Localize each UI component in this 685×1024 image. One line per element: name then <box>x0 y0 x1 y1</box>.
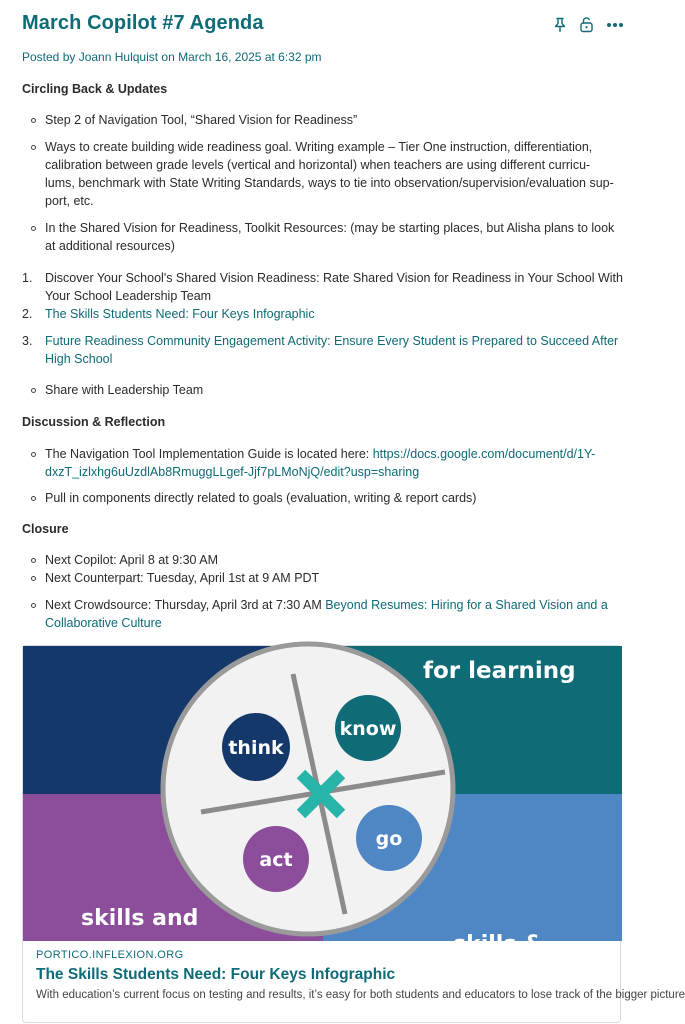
list-number: 3. <box>22 334 33 348</box>
post-actions <box>553 16 624 33</box>
page-title: March Copilot #7 Agenda <box>22 12 264 34</box>
section-heading-circling: Circling Back & Updates <box>22 82 168 96</box>
list-item: Next Counterpart: Tuesday, April 1st at 9 AM PDT <box>45 571 320 585</box>
beyond-resumes-link-cont[interactable]: Collaborative Culture <box>45 616 162 630</box>
go-label: go <box>375 828 403 850</box>
list-item <box>45 445 625 481</box>
link-line[interactable]: High School <box>45 352 113 366</box>
list-item: Next Copilot: April 8 at 9:30 AM <box>45 553 219 567</box>
hero-bottom-left-text: skills and <box>81 906 199 931</box>
list-item-line: calibration between grade levels (vertical and horizontal) when teachers are using different curricu- <box>45 158 591 172</box>
list-item: Pull in components directly related to goals (evaluation, writing & report cards) <box>45 491 477 505</box>
list-item-line: port, etc. <box>45 194 94 208</box>
lock-icon[interactable] <box>579 16 594 33</box>
bullet-icon <box>31 452 36 457</box>
list-item-text: The Navigation Tool Implementation Guide is located here: <box>45 447 373 461</box>
list-item-line: Your School Leadership Team <box>45 289 212 303</box>
bullet-icon <box>31 603 36 608</box>
bullet-icon <box>31 226 36 231</box>
list-item <box>45 596 625 632</box>
link-preview-card[interactable] <box>22 645 685 1023</box>
list-item: Share with Leadership Team <box>45 383 204 397</box>
implementation-guide-link-cont[interactable]: dxzT_izlxhg6uUzdlAb8RmuggLLgef-Jjf7pLMoNjQ/edit?usp=sharing <box>45 465 420 479</box>
know-label: know <box>339 718 397 740</box>
numbered-item <box>45 269 625 305</box>
list-item-line: Discover Your School's Shared Vision Readiness: Rate Shared Vision for Readiness in Your School With <box>45 271 623 285</box>
act-label: act <box>259 849 293 871</box>
card-title-link[interactable]: The Skills Students Need: Four Keys Infographic <box>36 966 396 983</box>
bullet-icon <box>31 145 36 150</box>
hero-top-right-text: for learning <box>423 658 576 684</box>
section-heading-discussion: Discussion & Reflection <box>22 415 166 429</box>
more-icon[interactable] <box>606 22 624 28</box>
list-number: 1. <box>22 271 33 285</box>
implementation-guide-link[interactable]: https://docs.google.com/document/d/1Y- <box>372 447 596 461</box>
list-item-line: lums, benchmark with State Writing Standards, ways to tie into observation/supervision/evaluation sup- <box>45 176 614 190</box>
bullet-icon <box>31 558 36 563</box>
list-item-line: at additional resources) <box>45 239 175 253</box>
beyond-resumes-link[interactable]: Beyond Resumes: Hiring for a Shared Vision and a <box>325 598 608 612</box>
list-item: Step 2 of Navigation Tool, “Shared Vision for Readiness” <box>45 113 358 127</box>
think-label: think <box>228 737 284 759</box>
section-heading-closure: Closure <box>22 522 69 536</box>
bullet-icon <box>31 388 36 393</box>
skills-infographic-link[interactable]: The Skills Students Need: Four Keys Infographic <box>45 307 315 321</box>
post-byline: Posted by Joann Hulquist on March 16, 2025 at 6:32 pm <box>22 50 322 64</box>
future-readiness-link[interactable] <box>45 332 625 368</box>
pin-icon[interactable] <box>553 17 567 33</box>
list-number: 2. <box>22 307 33 321</box>
bullet-icon <box>31 118 36 123</box>
list-item <box>45 219 625 255</box>
list-item-line <box>45 445 625 463</box>
list-item-line: Ways to create building wide readiness goal. Writing example – Tier One instruction, differentiation, <box>45 140 593 154</box>
list-item <box>45 138 625 210</box>
card-description: With education’s current focus on testing and results, it’s easy for both students and educators to lose track of the bigger picture <box>36 989 685 1001</box>
hero-bottom-right-text: skills & <box>453 932 544 957</box>
link-line[interactable]: Future Readiness Community Engagement Activity: Ensure Every Student is Prepared to Succeed After <box>45 334 619 348</box>
bullet-icon <box>31 496 36 501</box>
list-item-line <box>45 596 625 614</box>
card-domain: PORTICO.INFLEXION.ORG <box>36 949 184 961</box>
list-item-text: Next Crowdsource: Thursday, April 3rd at 7:30 AM <box>45 598 326 612</box>
list-item-line: In the Shared Vision for Readiness, Toolkit Resources: (may be starting places, but Alisha plans to look <box>45 221 615 235</box>
bullet-icon <box>31 576 36 581</box>
